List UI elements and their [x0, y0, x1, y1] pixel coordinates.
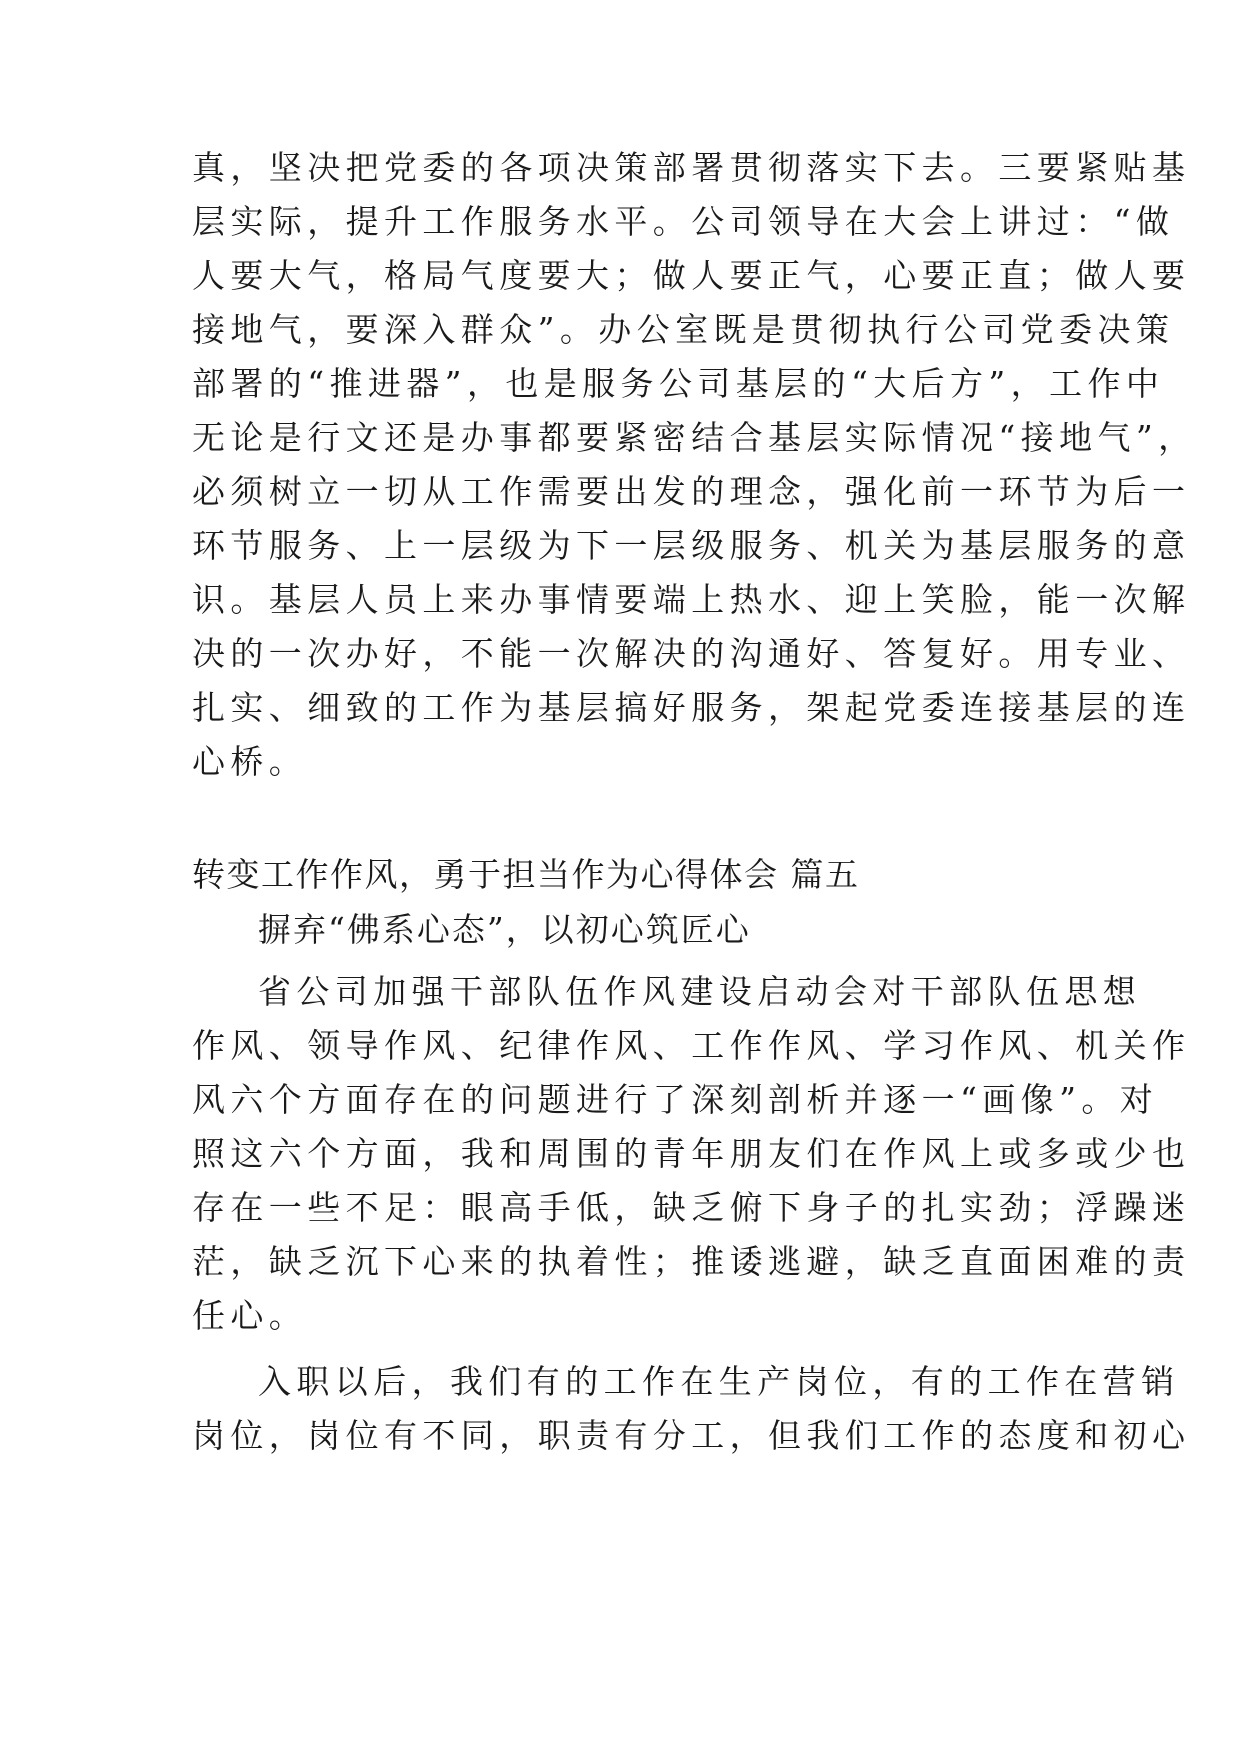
paragraph-line: 部署的“推进器”，也是服务公司基层的“大后方”，工作中 — [192, 364, 1165, 403]
paragraph-line: 接地气，要深入群众”。办公室既是贯彻执行公司党委决策 — [192, 310, 1175, 349]
paragraph-line: 省公司加强干部队伍作风建设启动会对干部队伍思想 — [258, 972, 1142, 1011]
paragraph-line: 心桥。 — [192, 742, 308, 781]
paragraph-line: 岗位，岗位有不同，职责有分工，但我们工作的态度和初心 — [192, 1416, 1191, 1455]
paragraph-line: 层实际，提升工作服务水平。公司领导在大会上讲过：“做 — [192, 202, 1175, 241]
paragraph-line: 作风、领导作风、纪律作风、工作作风、学习作风、机关作 — [192, 1026, 1191, 1065]
paragraph-line: 真，坚决把党委的各项决策部署贯彻落实下去。三要紧贴基 — [192, 148, 1191, 187]
paragraph-line: 必须树立一切从工作需要出发的理念，强化前一环节为后一 — [192, 472, 1191, 511]
paragraph-line: 入职以后，我们有的工作在生产岗位，有的工作在营销 — [258, 1362, 1180, 1401]
paragraph-line: 茫，缺乏沉下心来的执着性；推诿逃避，缺乏直面困难的责 — [192, 1242, 1191, 1281]
section-subtitle: 摒弃“佛系心态”，以初心筑匠心 — [258, 910, 751, 949]
paragraph-line: 存在一些不足：眼高手低，缺乏俯下身子的扎实劲；浮躁迷 — [192, 1188, 1191, 1227]
paragraph-line: 决的一次办好，不能一次解决的沟通好、答复好。用专业、 — [192, 634, 1191, 673]
paragraph-line: 环节服务、上一层级为下一层级服务、机关为基层服务的意 — [192, 526, 1191, 565]
paragraph-line: 风六个方面存在的问题进行了深刻剖析并逐一“画像”。对 — [192, 1080, 1159, 1119]
section-title: 转变工作作风，勇于担当作为心得体会 篇五 — [192, 855, 860, 894]
paragraph-line: 无论是行文还是办事都要紧密结合基层实际情况“接地气”， — [192, 418, 1197, 457]
paragraph-line: 照这六个方面，我和周围的青年朋友们在作风上或多或少也 — [192, 1134, 1191, 1173]
paragraph-line: 扎实、细致的工作为基层搞好服务，架起党委连接基层的连 — [192, 688, 1191, 727]
paragraph-line: 任心。 — [192, 1296, 308, 1335]
paragraph-line: 人要大气，格局气度要大；做人要正气，心要正直；做人要 — [192, 256, 1191, 295]
paragraph-line: 识。基层人员上来办事情要端上热水、迎上笑脸，能一次解 — [192, 580, 1191, 619]
